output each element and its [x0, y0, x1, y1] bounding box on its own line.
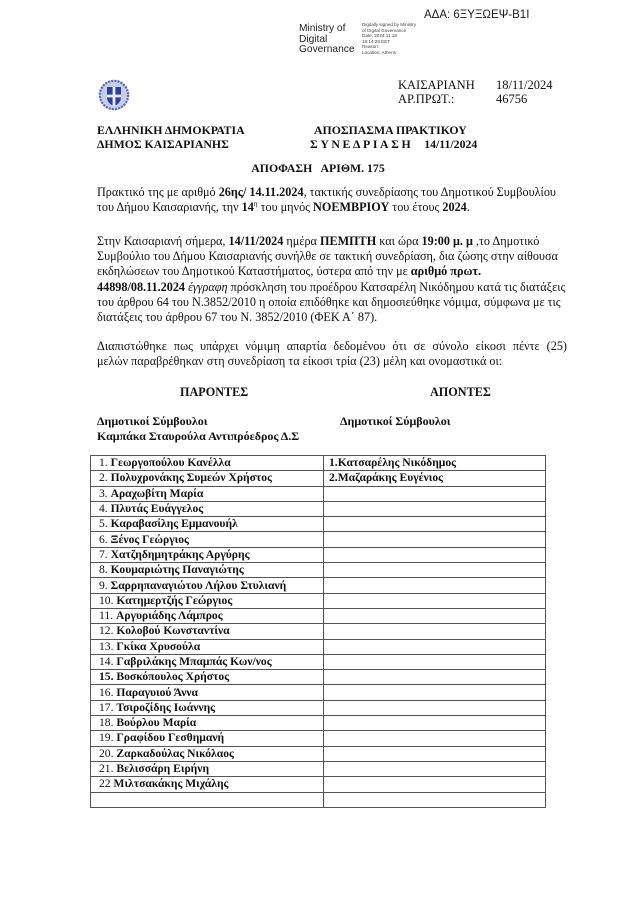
- present-member-cell: [91, 731, 324, 746]
- table-row: [91, 700, 546, 715]
- table-row: [91, 639, 546, 654]
- present-member-cell: [91, 608, 324, 623]
- text: πρόσκληση του προέδρου Κατσαρέλη Νικόδημου κατά τις διατάξεις του άρθρου 64 του Ν.3852/2010 η οποία επιδόθηκε και δημοσιεύθηκε νόμιμα, σύμφωνα με τις διατάξεις του άρθρου 67 του Ν. 3852/2010 (ΦΕΚ Α΄ 87).: [97, 279, 566, 325]
- present-subheading-block: [97, 414, 299, 444]
- table-row: [91, 624, 546, 639]
- table-row: [91, 746, 546, 761]
- present-member-cell: [91, 501, 324, 516]
- present-heading: ΠΑΡΟΝΤΕΣ: [180, 385, 249, 399]
- member-number: 2.: [99, 471, 108, 485]
- table-row: [91, 670, 546, 685]
- table-row: [91, 716, 546, 731]
- member-number: 10.: [99, 593, 114, 607]
- absent-heading: ΑΠΟΝΤΕΣ: [430, 385, 491, 399]
- attendance-table: [90, 455, 546, 808]
- member-name: Τσιροζίδης Ιωάννης: [116, 700, 216, 714]
- table-row: [91, 501, 546, 516]
- session-number: 26ης/ 14.11.2024: [218, 185, 304, 199]
- location-label: ΚΑΙΣΑΡΙΑΝΗ: [398, 78, 475, 92]
- absent-member-cell: [324, 685, 546, 700]
- text: , τακτικής συνεδρίασης του Δημοτικού Συμβουλίου του Δήμου Καισαριανής, την: [97, 185, 556, 215]
- table-row: [91, 486, 546, 501]
- text: Στην Καισαριανή σήμερα,: [97, 234, 229, 248]
- member-number: 22: [99, 777, 111, 791]
- year: 2024: [442, 200, 467, 215]
- member-number: 6.: [99, 532, 108, 546]
- quorum-paragraph: [97, 339, 567, 369]
- ordinal-suffix: η: [253, 200, 258, 209]
- invitation-protocol: αριθμό πρωτ. 44898/08.11.2024: [97, 264, 482, 294]
- ada-code: ΑΔΑ: 6ΞΥΞΩΕΨ-Β1Ι: [424, 9, 530, 21]
- signature-line: 18:14:28 EET: [362, 38, 391, 44]
- table-row: [91, 456, 546, 471]
- present-member-cell: [91, 593, 324, 608]
- minutes-excerpt-title: ΑΠΟΣΠΑΣΜΑ ΠΡΑΚΤΙΚΟΥ: [314, 123, 467, 137]
- member-number: 18.: [99, 716, 114, 730]
- table-row: [91, 761, 546, 776]
- session-label: ΣΥΝΕΔΡΙΑΣΗ: [310, 136, 414, 151]
- table-row: [91, 608, 546, 623]
- absent-subheading: Δημοτικοί Σύμβουλοι: [340, 414, 451, 428]
- absent-member-cell: [324, 639, 546, 654]
- table-row: [91, 792, 546, 807]
- member-name: Γεωργοπούλου Κανέλλα: [110, 456, 231, 470]
- member-name: Βελισσάρη Ειρήνη: [116, 762, 210, 776]
- member-number: 17.: [99, 700, 114, 714]
- member-name: Παραγυιού Άννα: [116, 685, 199, 699]
- member-name: Αραχωβίτη Μαρία: [110, 486, 204, 500]
- member-name: Γαβριλάκης Μπαμπάς Κων/νος: [116, 655, 272, 668]
- member-name: Κατημερτζής Γεώργιος: [116, 593, 233, 607]
- location-date: 18/11/2024: [496, 78, 553, 92]
- present-member-cell: [91, 639, 324, 654]
- member-name: Μιλτσακάκης Μιχάλης: [113, 777, 229, 791]
- member-name: Καραβασίλης Εμμανουήλ: [110, 517, 238, 531]
- signature-line: Date: 2024.11.18: [362, 33, 397, 38]
- absent-member-cell: [324, 777, 546, 792]
- absent-member-cell: [324, 731, 546, 746]
- table-row: [91, 532, 546, 547]
- present-member-cell: [91, 471, 324, 486]
- member-name: Χατζηδημητράκης Αργύρης: [110, 547, 250, 561]
- absent-member-cell: [324, 593, 546, 608]
- table-row: [91, 654, 546, 669]
- municipality-label: ΔΗΜΟΣ ΚΑΙΣΑΡΙΑΝΗΣ: [97, 136, 229, 151]
- table-row: [91, 777, 546, 792]
- member-number: 19.: [99, 731, 114, 745]
- text: ,το Δημοτικό Συμβούλιο του Δήμου Καισαριανής συνήλθε σε τακτική συνεδρίαση, δια ζώσης στην αίθουσα εκδηλώσεων του Δημοτικού Καταστήματος, ύστερα από την με: [97, 234, 558, 279]
- member-number: 15.: [99, 670, 114, 684]
- absent-member-cell: [324, 532, 546, 547]
- present-member-cell: [91, 792, 324, 807]
- ministry-line: Digital: [299, 33, 328, 45]
- member-name: Ζαρκαδούλας Νικόλαος: [116, 746, 234, 760]
- absent-member-cell: [324, 761, 546, 776]
- member-name: Πολυχρονάκης Συμεών Χρήστος: [110, 471, 272, 485]
- table-row: [91, 578, 546, 593]
- present-member-cell: [91, 563, 324, 578]
- member-number: 4.: [99, 502, 108, 516]
- present-member-cell: [91, 517, 324, 532]
- present-member-cell: [91, 654, 324, 669]
- present-member-cell: [91, 777, 324, 792]
- present-subheading: Δημοτικοί Σύμβουλοι: [97, 414, 208, 428]
- absent-member-cell: 2.Μαζαράκης Ευγένιος: [324, 471, 546, 486]
- absent-member-cell: [324, 578, 546, 593]
- day-number: 14: [241, 200, 254, 215]
- member-number: 12.: [99, 624, 114, 638]
- absent-member-cell: [324, 517, 546, 532]
- member-number: 20.: [99, 746, 114, 760]
- ministry-signature-label: [299, 24, 355, 56]
- member-name: Γκίκα Χρυσούλα: [116, 639, 201, 653]
- signature-line: of Digital Governance: [362, 27, 407, 33]
- absent-member-cell: [324, 486, 546, 501]
- table-row: [91, 563, 546, 578]
- absent-member-cell: [324, 700, 546, 715]
- member-number: 16.: [99, 685, 114, 699]
- signature-line: Reason:: [362, 44, 380, 49]
- member-number: 7.: [99, 547, 108, 561]
- signature-line: Location: Athens: [362, 49, 396, 55]
- member-number: 21.: [99, 762, 114, 776]
- table-row: [91, 547, 546, 562]
- minutes-intro-paragraph: [97, 185, 567, 215]
- member-name: Πλυτάς Ευάγγελος: [110, 502, 204, 516]
- present-member-cell: [91, 670, 324, 685]
- vice-president: Καμπάκα Σταυρούλα Αντιπρόεδρος Δ.Σ: [97, 429, 300, 443]
- member-number: 5.: [99, 517, 108, 531]
- decision-title: ΑΠΟΦΑΣΗ ΑΡΙΘΜ. 175: [251, 161, 385, 175]
- greek-emblem-icon: [98, 79, 130, 111]
- text: του έτους: [389, 200, 443, 215]
- ministry-line: Governance: [299, 44, 355, 56]
- digital-signature-details: [362, 22, 416, 55]
- present-member-cell: [91, 532, 324, 547]
- absent-member-cell: [324, 608, 546, 623]
- present-member-cell: [91, 685, 324, 700]
- present-member-cell: [91, 700, 324, 715]
- absent-member-cell: [324, 501, 546, 516]
- member-number: 9.: [99, 578, 108, 592]
- minutes-excerpt-block: [310, 124, 477, 151]
- member-name: Σαρρηπαναγιώτου Λήλου Στυλιανή: [110, 578, 287, 592]
- present-member-cell: [91, 578, 324, 593]
- text: έγγραφη: [188, 279, 228, 294]
- quorum-line: μελών παραβρέθηκαν στη συνεδρίαση τα είκοσι τρία (23) μέλη και ονομαστικά οι:: [97, 354, 503, 369]
- member-number: 8.: [99, 563, 108, 577]
- session-details-paragraph: [97, 234, 567, 325]
- absent-member-cell: [324, 746, 546, 761]
- absent-member-cell: [324, 624, 546, 639]
- present-member-cell: [91, 761, 324, 776]
- present-member-cell: [91, 716, 324, 731]
- table-row: [91, 471, 546, 486]
- session-time: 19:00 μ. μ: [421, 234, 473, 248]
- member-name: Αργυριάδης Λάμπρος: [115, 609, 223, 623]
- member-name: Κολοβού Κωνσταντίνα: [116, 624, 230, 638]
- member-name: Κουμαριώτης Παναγιώτης: [110, 563, 244, 577]
- text: Πρακτικό της με αριθμό: [97, 185, 219, 199]
- present-member-cell: [91, 456, 324, 471]
- present-member-cell: [91, 746, 324, 761]
- protocol-label: ΑΡ.ΠΡΩΤ.:: [398, 92, 455, 106]
- issuer-block: [97, 124, 245, 151]
- member-name: Γραφίδου Γεσθημανή: [116, 731, 225, 745]
- ministry-line: Ministry of: [299, 23, 346, 34]
- absent-member-cell: [324, 716, 546, 731]
- absent-member-cell: 1.Κατσαρέλης Νικόδημος: [324, 456, 546, 471]
- signature-line: Digitally signed by Ministry: [362, 22, 417, 27]
- republic-label: ΕΛΛΗΝΙΚΗ ΔΗΜΟΚΡΑΤΙΑ: [97, 123, 245, 137]
- present-member-cell: [91, 547, 324, 562]
- absent-member-cell: [324, 547, 546, 562]
- member-number: 14.: [99, 655, 114, 668]
- text: και ώρα: [376, 234, 422, 248]
- member-number: 11.: [99, 609, 114, 623]
- table-row: [91, 593, 546, 608]
- table-row: [91, 685, 546, 700]
- session-date: 14/11/2024: [424, 136, 478, 151]
- absent-member-cell: [324, 792, 546, 807]
- text: του μηνός: [257, 200, 314, 215]
- absent-member-cell: [324, 654, 546, 669]
- table-row: [91, 517, 546, 532]
- month: ΝΟΕΜΒΡΙΟΥ: [313, 200, 390, 215]
- present-member-cell: [91, 486, 324, 501]
- quorum-line: Διαπιστώθηκε πως υπάρχει νόμιμη απαρτία δεδομένου ότι σε σύνολο είκοσι πέντε (25): [97, 339, 567, 353]
- member-name: Βούρλου Μαρία: [116, 716, 197, 730]
- member-name: Βοσκόπουλος Χρήστος: [116, 670, 230, 684]
- text: .: [466, 200, 470, 215]
- absent-member-cell: [324, 563, 546, 578]
- absent-member-cell: [324, 670, 546, 685]
- session-date: 14/11/2024: [228, 234, 284, 248]
- location-protocol-block: [398, 78, 552, 106]
- present-member-cell: [91, 624, 324, 639]
- table-row: [91, 731, 546, 746]
- text: ημέρα: [283, 234, 320, 248]
- member-number: 13.: [99, 639, 114, 653]
- protocol-number: 46756: [496, 92, 528, 106]
- member-number: 3.: [99, 486, 108, 500]
- member-number: 1.: [99, 456, 108, 470]
- weekday: ΠΕΜΠΤΗ: [319, 234, 377, 248]
- member-name: Ξένος Γεώργιος: [110, 532, 189, 546]
